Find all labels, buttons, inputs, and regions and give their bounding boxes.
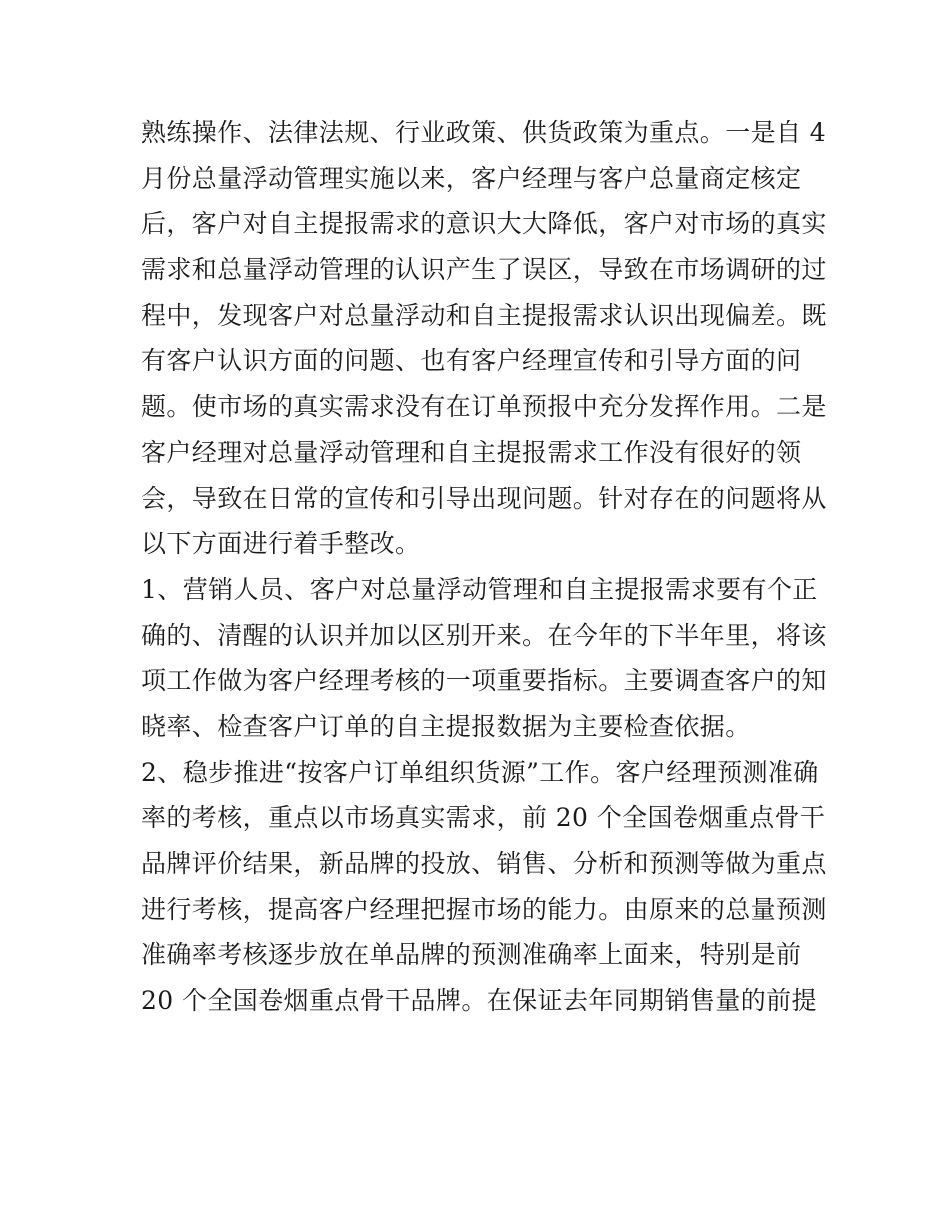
text-line: 品牌评价结果，新品牌的投放、销售、分析和预测等做为重点 [141,849,827,878]
text-line: 率的考核，重点以市场真实需求，前 20 个全国卷烟重点骨干 [141,803,826,833]
text-line: 有客户认识方面的问题、也有客户经理宣传和引导方面的问 [141,346,802,376]
text-line: 需求和总量浮动管理的认识产生了误区，导致在市场调研的过 [141,255,827,285]
text-line: 2、稳步推进“按客户订单组织货源”工作。客户经理预测准确 [141,757,819,787]
text-line: 会，导致在日常的宣传和引导出现问题。针对存在的问题将从 [141,483,827,513]
paragraph-item-1 [141,567,827,750]
text-line: 月份总量浮动管理实施以来，客户经理与客户总量商定核定 [141,163,802,193]
text-line: 以下方面进行着手整改。 [141,529,421,559]
text-line: 20 个全国卷烟重点骨干品牌。在保证去年同期销售量的前提 [141,986,817,1016]
paragraph-item-2 [141,750,827,1024]
text-line: 客户经理对总量浮动管理和自主提报需求工作没有很好的领 [141,437,802,467]
text-line: 进行考核，提高客户经理把握市场的能力。由原来的总量预测 [141,894,827,924]
text-line: 项工作做为客户经理考核的一项重要指标。主要调查客户的知 [141,666,827,696]
text-line: 晓率、检查客户订单的自主提报数据为主要检查依据。 [141,711,751,741]
text-line: 后，客户对自主提报需求的意识大大降低，客户对市场的真实 [141,209,827,239]
paragraph-intro [141,110,827,567]
text-line: 题。使市场的真实需求没有在订单预报中充分发挥作用。二是 [141,392,827,422]
document-body [141,110,827,1024]
text-line: 1、营销人员、客户对总量浮动管理和自主提报需求要有个正 [141,574,818,604]
text-line: 熟练操作、法律法规、行业政策、供货政策为重点。一是自 4 [141,118,827,147]
text-line: 程中，发现客户对总量浮动和自主提报需求认识出现偏差。既 [141,300,827,330]
text-line: 准确率考核逐步放在单品牌的预测准确率上面来，特别是前 [141,940,802,970]
text-line: 确的、清醒的认识并加以区别开来。在今年的下半年里，将该 [141,620,827,650]
